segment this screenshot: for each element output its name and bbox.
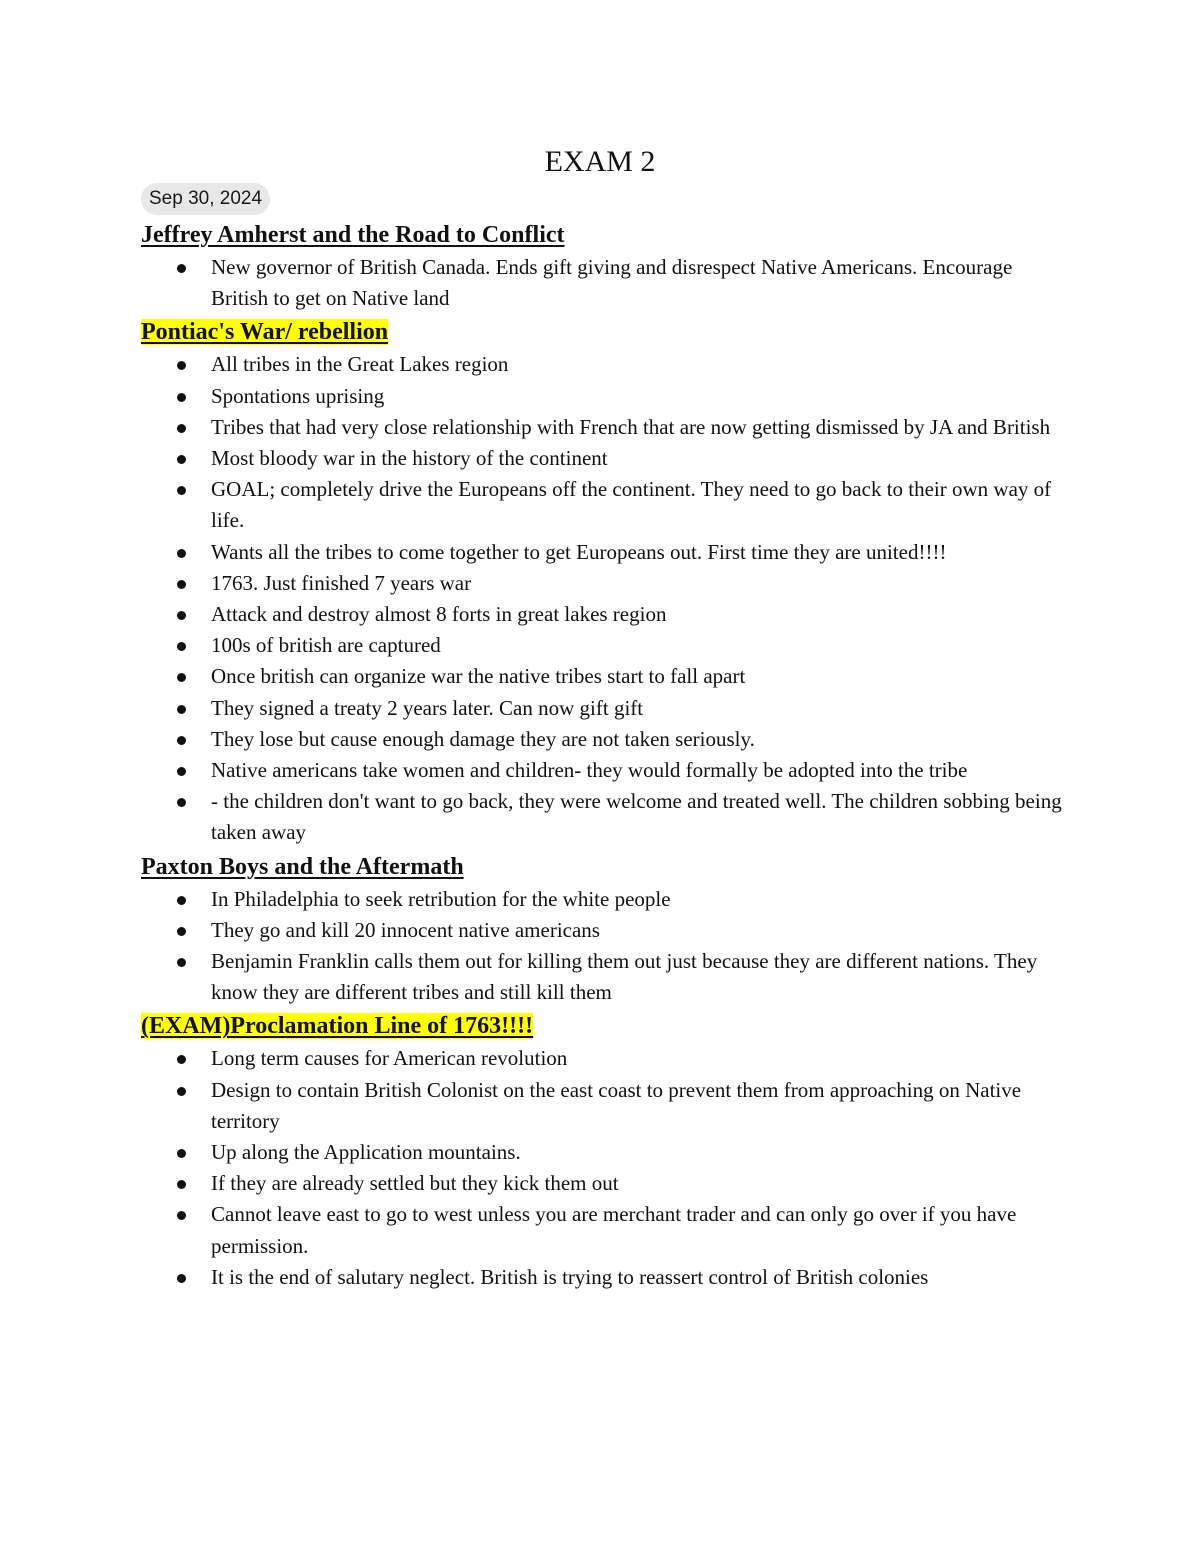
list-item-text: 1763. Just finished 7 years war	[211, 570, 472, 595]
bullet-icon	[177, 896, 186, 905]
list-item-text: They signed a treaty 2 years later. Can now gift gift	[211, 695, 644, 720]
section-heading-text: Pontiac's War/ rebellion	[141, 319, 389, 346]
list-item-text: They go and kill 20 innocent native americans	[211, 917, 600, 942]
bullet-icon	[177, 580, 186, 589]
bullet-icon	[177, 1274, 186, 1283]
list-item-text: New governor of British Canada. Ends gift giving and disrespect Native Americans. Encourage British to get on Native land	[211, 255, 1013, 311]
list-item-text: Benjamin Franklin calls them out for killing them out just because they are different nations. They know they are different tribes and still kill them	[211, 949, 1038, 1005]
bullet-icon	[177, 673, 186, 682]
list-item	[141, 252, 1071, 314]
bullet-icon	[177, 1211, 186, 1220]
section	[141, 219, 1071, 314]
bullet-icon	[177, 1149, 186, 1158]
list-item-text: Attack and destroy almost 8 forts in great lakes region	[211, 602, 667, 627]
list-item-text: Spontations uprising	[211, 383, 385, 408]
document-body	[141, 219, 1071, 1295]
list-item	[141, 349, 1071, 380]
bullet-icon	[177, 958, 186, 967]
bullet-icon	[177, 798, 186, 807]
bullet-list	[141, 884, 1071, 1009]
list-item-text: - the children don't want to go back, they were welcome and treated well. The children sobbing being taken away	[211, 789, 1062, 845]
bullet-icon	[177, 361, 186, 370]
list-item-text: GOAL; completely drive the Europeans off the continent. They need to go back to their own way of life.	[211, 477, 1052, 533]
bullet-icon	[177, 486, 186, 495]
bullet-list	[141, 349, 1071, 848]
bullet-icon	[177, 424, 186, 433]
list-item	[141, 946, 1071, 1008]
section-heading-text: Jeffrey Amherst and the Road to Conflict	[141, 222, 565, 248]
bullet-icon	[177, 767, 186, 776]
list-item	[141, 724, 1071, 755]
list-item-text: Native americans take women and children- they would formally be adopted into the tribe	[211, 758, 968, 783]
list-item	[141, 599, 1071, 630]
list-item-text: Up along the Application mountains.	[211, 1140, 521, 1165]
list-item	[141, 915, 1071, 946]
list-item	[141, 1199, 1071, 1261]
bullet-icon	[177, 705, 186, 714]
bullet-icon	[177, 1180, 186, 1189]
bullet-icon	[177, 927, 186, 936]
bullet-icon	[177, 393, 186, 402]
bullet-icon	[177, 264, 186, 273]
section-heading	[141, 316, 1071, 349]
list-item-text: It is the end of salutary neglect. British is trying to reassert control of British colonies	[211, 1264, 929, 1289]
list-item-text: Tribes that had very close relationship with French that are now getting dismissed by JA and British	[211, 414, 1051, 439]
bullet-icon	[177, 736, 186, 745]
section-heading-text: (EXAM)Proclamation Line of 1763!!!!	[141, 1013, 534, 1040]
list-item-text: Once british can organize war the native tribes start to fall apart	[211, 664, 746, 689]
page-title: EXAM 2	[544, 145, 656, 178]
list-item	[141, 412, 1071, 443]
bullet-icon	[177, 549, 186, 558]
list-item	[141, 1075, 1071, 1137]
list-item-text: In Philadelphia to seek retribution for the white people	[211, 886, 671, 911]
list-item	[141, 568, 1071, 599]
list-item-text: All tribes in the Great Lakes region	[211, 352, 509, 377]
bullet-list	[141, 1043, 1071, 1293]
section-heading	[141, 1010, 1071, 1043]
bullet-icon	[177, 455, 186, 464]
section-heading	[141, 219, 1071, 252]
list-item-text: They lose but cause enough damage they are not taken seriously.	[211, 726, 755, 751]
section	[141, 316, 1071, 848]
list-item-text: Cannot leave east to go to west unless you are merchant trader and can only go over if you have permission.	[211, 1202, 1017, 1258]
list-item-text: Wants all the tribes to come together to get Europeans out. First time they are united!!!!	[211, 539, 947, 564]
list-item	[141, 661, 1071, 692]
section-heading-text: Paxton Boys and the Aftermath	[141, 853, 464, 880]
list-item	[141, 755, 1071, 786]
bullet-list	[141, 252, 1071, 314]
section	[141, 1010, 1071, 1293]
list-item-text: 100s of british are captured	[211, 633, 441, 658]
list-item	[141, 537, 1071, 568]
list-item	[141, 1043, 1071, 1074]
list-item	[141, 474, 1071, 536]
list-item	[141, 630, 1071, 661]
list-item-text: Long term causes for American revolution	[211, 1046, 568, 1071]
section-heading	[141, 851, 1071, 884]
date-chip[interactable]: Sep 30, 2024	[141, 183, 270, 215]
list-item-text: Design to contain British Colonist on the east coast to prevent them from approaching on Native territory	[211, 1077, 1022, 1133]
bullet-icon	[177, 1055, 186, 1064]
bullet-icon	[177, 611, 186, 620]
list-item-text: Most bloody war in the history of the continent	[211, 446, 608, 471]
list-item	[141, 1262, 1071, 1293]
list-item	[141, 693, 1071, 724]
list-item-text: If they are already settled but they kick them out	[211, 1171, 619, 1196]
bullet-icon	[177, 1087, 186, 1096]
list-item	[141, 884, 1071, 915]
list-item	[141, 1137, 1071, 1168]
section	[141, 851, 1071, 1009]
list-item	[141, 786, 1071, 848]
bullet-icon	[177, 642, 186, 651]
list-item	[141, 443, 1071, 474]
list-item	[141, 1168, 1071, 1199]
list-item	[141, 381, 1071, 412]
